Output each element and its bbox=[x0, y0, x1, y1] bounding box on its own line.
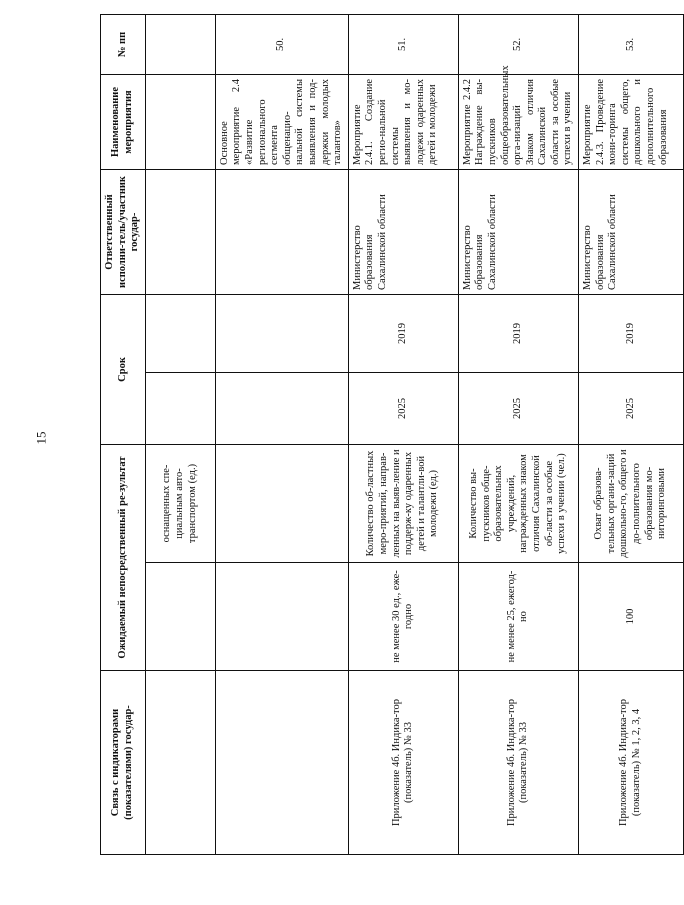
cell-link bbox=[215, 671, 348, 855]
cell-value bbox=[215, 563, 348, 671]
cell-resp bbox=[215, 169, 348, 294]
cell-value bbox=[145, 563, 215, 671]
cell-resp bbox=[145, 169, 215, 294]
cell-desc: оснащенных спе-циальным авто-транспортом (ед.) bbox=[145, 445, 215, 563]
cell-name: Основное мероприятие 2.4 «Развитие регионального сегмента общенацио-нальной системы выявления и под-держки молодых талантов» bbox=[215, 74, 348, 169]
cell-value: не менее 25, ежегод-но bbox=[458, 563, 578, 671]
cell-link: Приложение 4б. Индика-тор (показатель) № 1, 2, 3, 4 bbox=[579, 671, 684, 855]
cell-value: 100 bbox=[579, 563, 684, 671]
cell-resp: Министерство образования Сахалинской области bbox=[579, 169, 684, 294]
table-row bbox=[348, 14, 458, 854]
page-number: 15 bbox=[33, 431, 49, 445]
header-responsible: Ответственный исполни-тель/участник государ- bbox=[101, 169, 146, 294]
header-result: Ожидаемый непосредственный ре-зультат bbox=[101, 445, 146, 671]
cell-end: 2025 bbox=[579, 373, 684, 445]
cell-name: Мероприятие 2.4.1. Создание регио-нальной системы выявления и мо-лодежи одаренных детей и молодежи bbox=[348, 74, 458, 169]
cell-start bbox=[215, 294, 348, 372]
cell-value: не менее 30 ед., еже-годно bbox=[348, 563, 458, 671]
measures-table bbox=[100, 14, 684, 855]
cell-end bbox=[145, 373, 215, 445]
cell-desc: Количество об-ластных меро-приятий, направ-ленных на выяв-ление и поддерж-ку одаренных детей и талантли-вой молодежи (ед.) bbox=[348, 445, 458, 563]
cell-end bbox=[215, 373, 348, 445]
cell-start: 2019 bbox=[348, 294, 458, 372]
header-term: Срок bbox=[101, 294, 146, 444]
cell-end: 2025 bbox=[348, 373, 458, 445]
cell-start bbox=[145, 294, 215, 372]
cell-desc: Охват образова-тельных органи-заций дошкольно-го, общего и до-полнительного образования мо-ниторинговыми bbox=[579, 445, 684, 563]
cell-desc bbox=[215, 445, 348, 563]
table-row bbox=[145, 14, 215, 854]
cell-link: Приложение 4б. Индика-тор (показатель) № 33 bbox=[348, 671, 458, 855]
cell-resp: Министерство образования Сахалинской области bbox=[348, 169, 458, 294]
table-row bbox=[215, 14, 348, 854]
cell-start: 2019 bbox=[458, 294, 578, 372]
cell-name: Мероприятие 2.4.3. Проведение мони-торинга системы общего, дошкольного и дополнительного образования bbox=[579, 74, 684, 169]
cell-resp: Министерство образования Сахалинской области bbox=[458, 169, 578, 294]
table-row bbox=[458, 14, 578, 854]
header-number: № пп bbox=[101, 14, 146, 74]
table-row bbox=[579, 14, 684, 854]
cell-num bbox=[145, 14, 215, 74]
cell-num: 51. bbox=[348, 14, 458, 74]
cell-link bbox=[145, 671, 215, 855]
table-header-row bbox=[101, 14, 146, 854]
rotated-table-container bbox=[100, 15, 669, 855]
cell-end: 2025 bbox=[458, 373, 578, 445]
header-link: Связь с индикаторами (показателями) государ- bbox=[101, 671, 146, 855]
cell-name: Мероприятие 2.4.2 Награждение вы-пускников общеобразовательных орга-низаций Знаком отличия Сахалинской области за особые успехи в учении bbox=[458, 74, 578, 169]
cell-name bbox=[145, 74, 215, 169]
cell-link: Приложение 4б. Индика-тор (показатель) № 33 bbox=[458, 671, 578, 855]
cell-num: 53. bbox=[579, 14, 684, 74]
cell-num: 52. bbox=[458, 14, 578, 74]
header-measure-name: Наименование мероприятия bbox=[101, 74, 146, 169]
cell-num: 50. bbox=[215, 14, 348, 74]
cell-desc: Количество вы-пускников обще-образовательных учреждений, награжденных знаком отличия Сахалинской об-ласти за особые успехи в учении (чел.) bbox=[458, 445, 578, 563]
cell-start: 2019 bbox=[579, 294, 684, 372]
